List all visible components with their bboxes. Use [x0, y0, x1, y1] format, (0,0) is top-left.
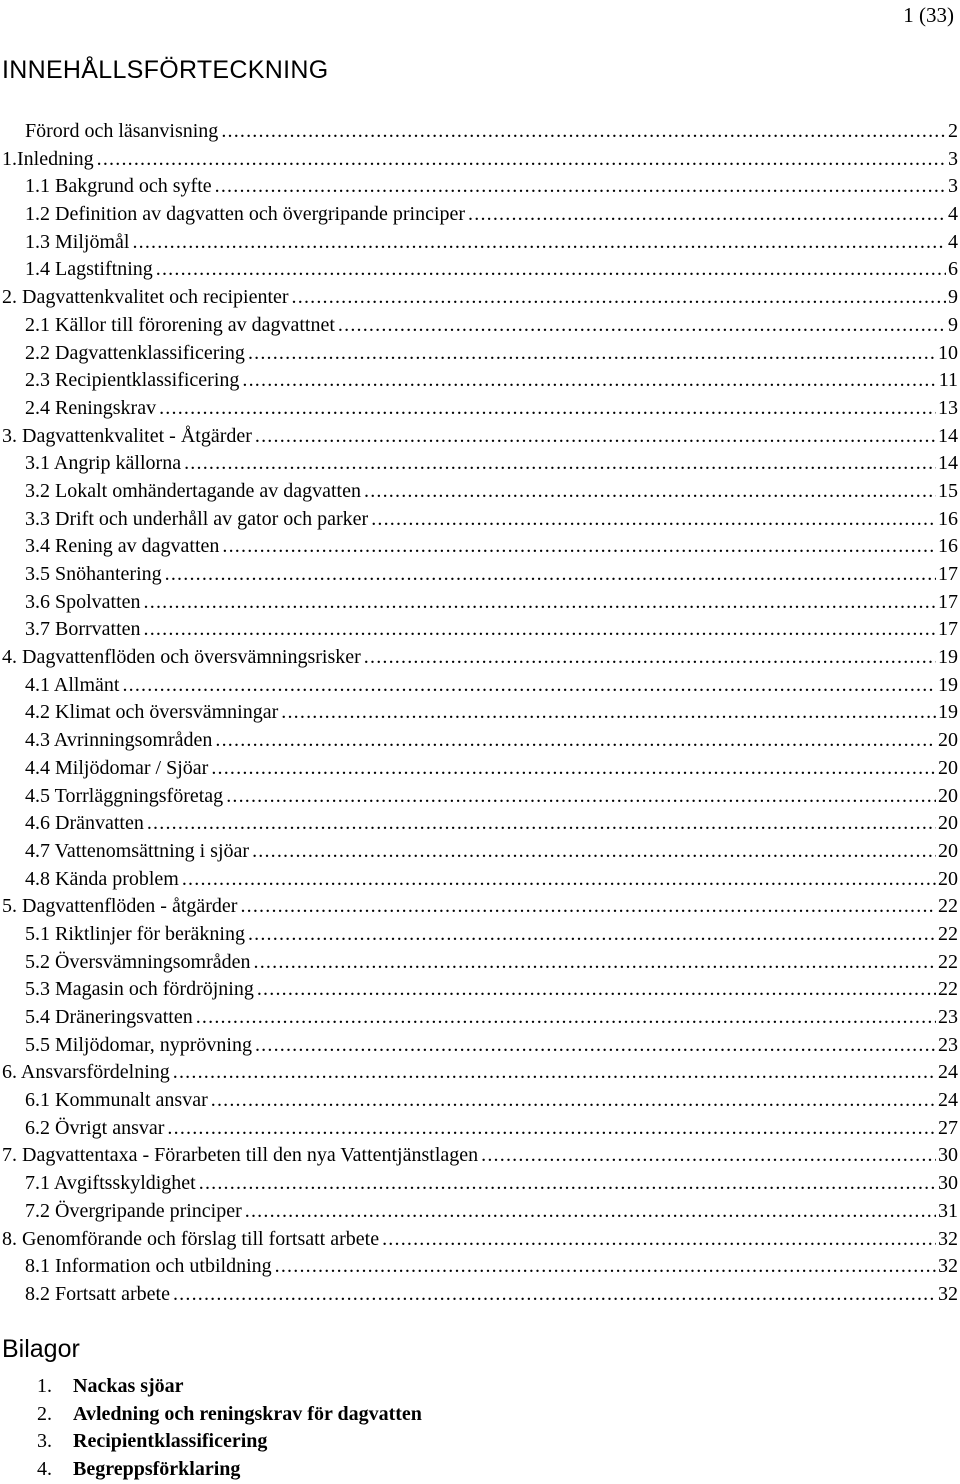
toc-entry-page: 30 — [938, 1172, 958, 1195]
toc-entry-page: 30 — [938, 1144, 958, 1167]
toc-entry-title: 7. Dagvattentaxa - Förarbeten till den nya Vattentjänstlagen — [2, 1144, 479, 1167]
toc-entry-page: 14 — [938, 424, 958, 447]
toc-entry-page: 27 — [938, 1116, 958, 1139]
appendix-number: 2. — [37, 1402, 52, 1425]
dot-leader — [252, 838, 936, 866]
toc-entry[interactable] — [0, 644, 960, 672]
toc-entry[interactable] — [0, 783, 960, 811]
toc-entry-page: 19 — [938, 646, 958, 669]
toc-entry-page: 24 — [938, 1089, 958, 1112]
toc-entry[interactable] — [0, 1032, 960, 1060]
dot-leader — [248, 340, 936, 368]
toc-entry-page: 20 — [938, 756, 958, 779]
dot-leader — [156, 256, 946, 284]
dot-leader — [364, 478, 936, 506]
toc-entry-title: 4.5 Torrläggningsföretag — [25, 784, 224, 807]
toc-entry-page: 14 — [938, 452, 958, 475]
toc-entry-page: 19 — [938, 673, 958, 696]
toc-entry-title: 4.2 Klimat och översvämningar — [25, 701, 279, 724]
dot-leader — [292, 284, 946, 312]
toc-entry-title: 3.6 Spolvatten — [25, 590, 141, 613]
dot-leader — [254, 949, 936, 977]
appendix-title: Avledning och reningskrav för dagvatten — [73, 1402, 422, 1425]
toc-entry-title: 4.3 Avrinningsområden — [25, 729, 213, 752]
toc-entry-page: 23 — [938, 1006, 958, 1028]
toc-entry[interactable] — [0, 893, 960, 921]
toc-entry[interactable] — [0, 1253, 960, 1281]
dot-leader — [132, 229, 946, 257]
toc-entry-page: 3 — [948, 175, 958, 198]
dot-leader — [240, 893, 936, 921]
toc-entry-page: 16 — [938, 507, 958, 530]
toc-entry[interactable] — [0, 478, 960, 506]
toc-entry-title: 5.1 Riktlinjer för beräkning — [25, 922, 245, 945]
toc-entry-page: 32 — [938, 1282, 958, 1305]
dot-leader — [245, 1198, 936, 1226]
toc-entry-title: 6.1 Kommunalt ansvar — [25, 1089, 208, 1112]
dot-leader — [481, 1142, 936, 1170]
toc-entry-page: 2 — [948, 120, 958, 142]
dot-leader — [371, 506, 936, 534]
appendix-item — [0, 1428, 422, 1456]
toc-entry-title: 4.6 Dränvatten — [25, 812, 144, 835]
toc-entry[interactable] — [0, 367, 960, 395]
toc-entry[interactable] — [0, 921, 960, 949]
toc-entry[interactable] — [0, 838, 960, 866]
dot-leader — [173, 1059, 936, 1087]
dot-leader — [215, 727, 936, 755]
appendix-number: 4. — [37, 1458, 52, 1481]
toc-entry-title: 2.2 Dagvattenklassificering — [25, 341, 245, 364]
toc-entry-title: 3.4 Rening av dagvatten — [25, 535, 220, 558]
toc-entry[interactable] — [0, 672, 960, 700]
dot-leader — [211, 755, 936, 783]
toc-entry-title: 7.1 Avgiftsskyldighet — [25, 1172, 196, 1195]
toc-entry-page: 9 — [948, 286, 958, 309]
toc-entry-title: 6. Ansvarsfördelning — [2, 1061, 170, 1084]
toc-entry[interactable] — [0, 1115, 960, 1143]
toc-entry-title: 2.3 Recipientklassificering — [25, 369, 240, 392]
toc-entry[interactable] — [0, 423, 960, 451]
appendix-title: Recipientklassificering — [73, 1430, 268, 1453]
toc-entry[interactable] — [0, 866, 960, 894]
toc-entry-page: 3 — [948, 147, 958, 170]
toc-entry-page: 6 — [948, 258, 958, 281]
toc-entry-page: 10 — [938, 341, 958, 364]
toc-entry-page: 22 — [938, 950, 958, 973]
toc-entry-title: 3.7 Borrvatten — [25, 618, 141, 641]
toc-entry-page: 15 — [938, 479, 958, 502]
toc-entry-title: 3.5 Snöhantering — [25, 563, 162, 585]
appendix-item — [0, 1456, 422, 1484]
toc-entry[interactable] — [0, 312, 960, 340]
toc-entry-page: 17 — [938, 563, 958, 585]
toc-entry-page: 32 — [938, 1255, 958, 1278]
toc-entry-page: 9 — [948, 313, 958, 336]
toc-entry-page: 20 — [938, 867, 958, 890]
appendix-number: 3. — [37, 1430, 52, 1453]
toc-entry-page: 17 — [938, 618, 958, 641]
toc-entry-title: 8.1 Information och utbildning — [25, 1255, 272, 1278]
toc-entry-title: 5.3 Magasin och fördröjning — [25, 978, 254, 1001]
toc-entry-title: 5.5 Miljödomar, nyprövning — [25, 1033, 252, 1056]
toc-entry-page: 17 — [938, 590, 958, 613]
toc-entry[interactable] — [0, 616, 960, 644]
toc-entry[interactable] — [0, 201, 960, 229]
dot-leader — [167, 1115, 936, 1143]
dot-leader — [122, 672, 936, 700]
toc-entry-title: 4. Dagvattenflöden och översvämningsrisker — [2, 646, 361, 669]
dot-leader — [184, 450, 936, 478]
dot-leader — [257, 976, 936, 1004]
dot-leader — [97, 146, 946, 174]
appendix-heading: Bilagor — [2, 1335, 80, 1363]
toc-entry-title: 1.4 Lagstiftning — [25, 258, 153, 281]
toc-entry[interactable] — [0, 1004, 960, 1032]
toc-entry[interactable] — [0, 755, 960, 783]
dot-leader — [382, 1226, 936, 1254]
toc-entry[interactable] — [0, 506, 960, 534]
appendix-item — [0, 1373, 422, 1401]
toc-entry-title: Förord och läsanvisning — [25, 120, 219, 142]
dot-leader — [173, 1281, 936, 1309]
toc-entry-title: 1.2 Definition av dagvatten och övergripande principer — [25, 203, 466, 226]
toc-entry-page: 13 — [938, 396, 958, 419]
appendix-number: 1. — [37, 1375, 52, 1397]
toc-entry[interactable] — [0, 146, 960, 174]
toc-entry-title: 5. Dagvattenflöden - åtgärder — [2, 895, 238, 918]
toc-entry-page: 16 — [938, 535, 958, 558]
toc-entry[interactable] — [0, 810, 960, 838]
toc-list — [0, 118, 960, 1309]
toc-entry-page: 20 — [938, 784, 958, 807]
dot-leader — [211, 1087, 936, 1115]
dot-leader — [275, 1253, 936, 1281]
toc-entry[interactable] — [0, 976, 960, 1004]
toc-entry-page: 32 — [938, 1227, 958, 1250]
toc-entry-page: 4 — [948, 203, 958, 226]
dot-leader — [182, 866, 936, 894]
toc-entry[interactable] — [0, 395, 960, 423]
toc-entry-title: 1.Inledning — [2, 147, 94, 170]
toc-entry[interactable] — [0, 1059, 960, 1087]
toc-entry-page: 11 — [938, 369, 958, 392]
dot-leader — [196, 1004, 936, 1032]
toc-entry-title: 8. Genomförande och förslag till fortsatt arbete — [2, 1227, 380, 1250]
appendix-item — [0, 1401, 422, 1429]
toc-entry-title: 6.2 Övrigt ansvar — [25, 1116, 165, 1139]
toc-entry-title: 4.8 Kända problem — [25, 867, 179, 890]
toc-entry-title: 5.2 Översvämningsområden — [25, 950, 251, 973]
toc-entry-page: 24 — [938, 1061, 958, 1084]
dot-leader — [338, 312, 946, 340]
toc-entry-title: 1.3 Miljömål — [25, 230, 130, 253]
dot-leader — [144, 616, 936, 644]
appendix-title: Begreppsförklaring — [73, 1458, 241, 1481]
dot-leader — [364, 644, 936, 672]
page-number: 1 (33) — [903, 3, 954, 27]
dot-leader — [255, 423, 936, 451]
dot-leader — [144, 589, 936, 617]
toc-entry[interactable] — [0, 1087, 960, 1115]
toc-entry[interactable] — [0, 699, 960, 727]
toc-entry-page: 19 — [938, 701, 958, 724]
dot-leader — [226, 783, 936, 811]
dot-leader — [159, 395, 936, 423]
toc-entry-title: 2.1 Källor till förorening av dagvattnet — [25, 313, 335, 336]
toc-entry[interactable] — [0, 1142, 960, 1170]
toc-entry-page: 4 — [948, 230, 958, 253]
dot-leader — [281, 699, 936, 727]
toc-entry[interactable] — [0, 118, 960, 146]
toc-entry[interactable] — [0, 1198, 960, 1226]
toc-entry-title: 4.7 Vattenomsättning i sjöar — [25, 839, 250, 862]
toc-entry-title: 8.2 Fortsatt arbete — [25, 1282, 170, 1305]
toc-entry[interactable] — [0, 533, 960, 561]
toc-entry-title: 2.4 Reningskrav — [25, 396, 157, 419]
toc-entry-title: 3. Dagvattenkvalitet - Åtgärder — [2, 424, 252, 447]
dot-leader — [222, 533, 936, 561]
toc-entry[interactable] — [0, 1281, 960, 1309]
dot-leader — [255, 1032, 936, 1060]
toc-entry-title: 1.1 Bakgrund och syfte — [25, 175, 212, 198]
dot-leader — [221, 118, 946, 146]
toc-entry-title: 7.2 Övergripande principer — [25, 1199, 242, 1222]
toc-entry[interactable] — [0, 589, 960, 617]
appendix-list — [0, 1373, 422, 1484]
toc-entry[interactable] — [0, 256, 960, 284]
toc-entry[interactable] — [0, 949, 960, 977]
toc-entry-title: 5.4 Dräneringsvatten — [25, 1006, 193, 1028]
toc-entry-title: 3.1 Angrip källorna — [25, 452, 182, 475]
dot-leader — [242, 367, 936, 395]
toc-entry[interactable] — [0, 173, 960, 201]
toc-entry-page: 22 — [938, 895, 958, 918]
toc-entry[interactable] — [0, 561, 960, 589]
toc-entry[interactable] — [0, 229, 960, 257]
toc-entry-page: 31 — [938, 1199, 958, 1222]
toc-entry-page: 20 — [938, 812, 958, 835]
toc-entry[interactable] — [0, 1226, 960, 1254]
toc-entry-page: 20 — [938, 839, 958, 862]
dot-leader — [215, 173, 946, 201]
dot-leader — [468, 201, 946, 229]
toc-entry-page: 20 — [938, 729, 958, 752]
dot-leader — [165, 561, 936, 589]
toc-entry-title: 4.1 Allmänt — [25, 673, 120, 696]
toc-entry-title: 2. Dagvattenkvalitet och recipienter — [2, 286, 289, 309]
toc-entry-title: 4.4 Miljödomar / Sjöar — [25, 756, 209, 779]
toc-entry-page: 22 — [938, 978, 958, 1001]
toc-entry-title: 3.2 Lokalt omhändertagande av dagvatten — [25, 479, 361, 502]
toc-heading: INNEHÅLLSFÖRTECKNING — [2, 56, 329, 84]
dot-leader — [147, 810, 936, 838]
dot-leader — [199, 1170, 936, 1198]
toc-entry[interactable] — [0, 450, 960, 478]
toc-entry-page: 22 — [938, 922, 958, 945]
toc-entry[interactable] — [0, 340, 960, 368]
toc-entry[interactable] — [0, 1170, 960, 1198]
toc-entry-page: 23 — [938, 1033, 958, 1056]
toc-entry[interactable] — [0, 727, 960, 755]
toc-entry-title: 3.3 Drift och underhåll av gator och parker — [25, 507, 369, 530]
toc-entry[interactable] — [0, 284, 960, 312]
dot-leader — [248, 921, 936, 949]
appendix-title: Nackas sjöar — [73, 1375, 184, 1397]
